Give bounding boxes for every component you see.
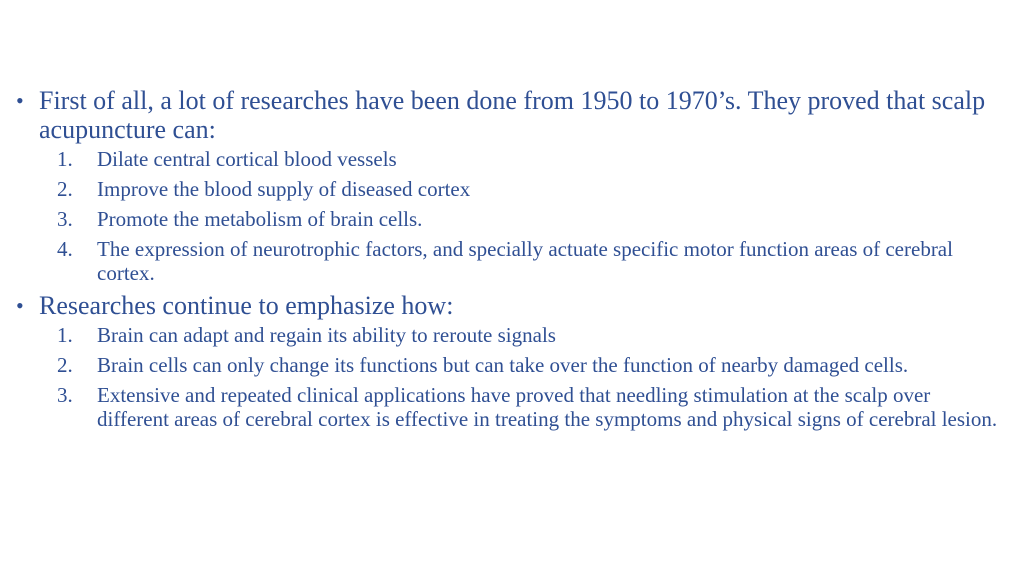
list-item-text: The expression of neurotrophic factors, and specially actuate specific motor function areas of cerebral cortex. (97, 237, 953, 285)
numbered-list (14, 323, 1004, 431)
list-item (14, 383, 1004, 431)
list-item-text: Brain cells can only change its functions but can take over the function of nearby damaged cells. (97, 353, 909, 377)
bullet-text: First of all, a lot of researches have been done from 1950 to 1970’s. They proved that scalp acupuncture can: (39, 86, 986, 144)
bullet-text: Researches continue to emphasize how: (39, 291, 454, 320)
list-item-text: Brain can adapt and regain its ability to reroute signals (97, 323, 556, 347)
list-item-number: 3. (57, 383, 73, 407)
numbered-list (14, 147, 1004, 285)
list-item-text: Dilate central cortical blood vessels (97, 147, 397, 171)
list-item (14, 147, 1004, 171)
list-item-number: 2. (57, 177, 73, 201)
slide-content (14, 86, 1004, 437)
list-item-text: Extensive and repeated clinical applications have proved that needling stimulation at the scalp over different areas of cerebral cortex is effective in treating the symptoms and physical signs of cerebral lesion. (97, 383, 998, 431)
list-item (14, 177, 1004, 201)
list-item-number: 3. (57, 207, 73, 231)
list-item-number: 1. (57, 323, 73, 347)
bullet-marker-icon: • (16, 293, 24, 318)
list-item (14, 353, 1004, 377)
list-item (14, 237, 1004, 285)
bullet-research-continue (14, 291, 1004, 320)
list-item-text: Improve the blood supply of diseased cortex (97, 177, 471, 201)
list-item-number: 4. (57, 237, 73, 261)
bullet-research-history (14, 86, 1004, 144)
list-item-text: Promote the metabolism of brain cells. (97, 207, 423, 231)
list-item-number: 2. (57, 353, 73, 377)
list-item (14, 207, 1004, 231)
bullet-marker-icon: • (16, 88, 24, 113)
list-item-number: 1. (57, 147, 73, 171)
list-item (14, 323, 1004, 347)
